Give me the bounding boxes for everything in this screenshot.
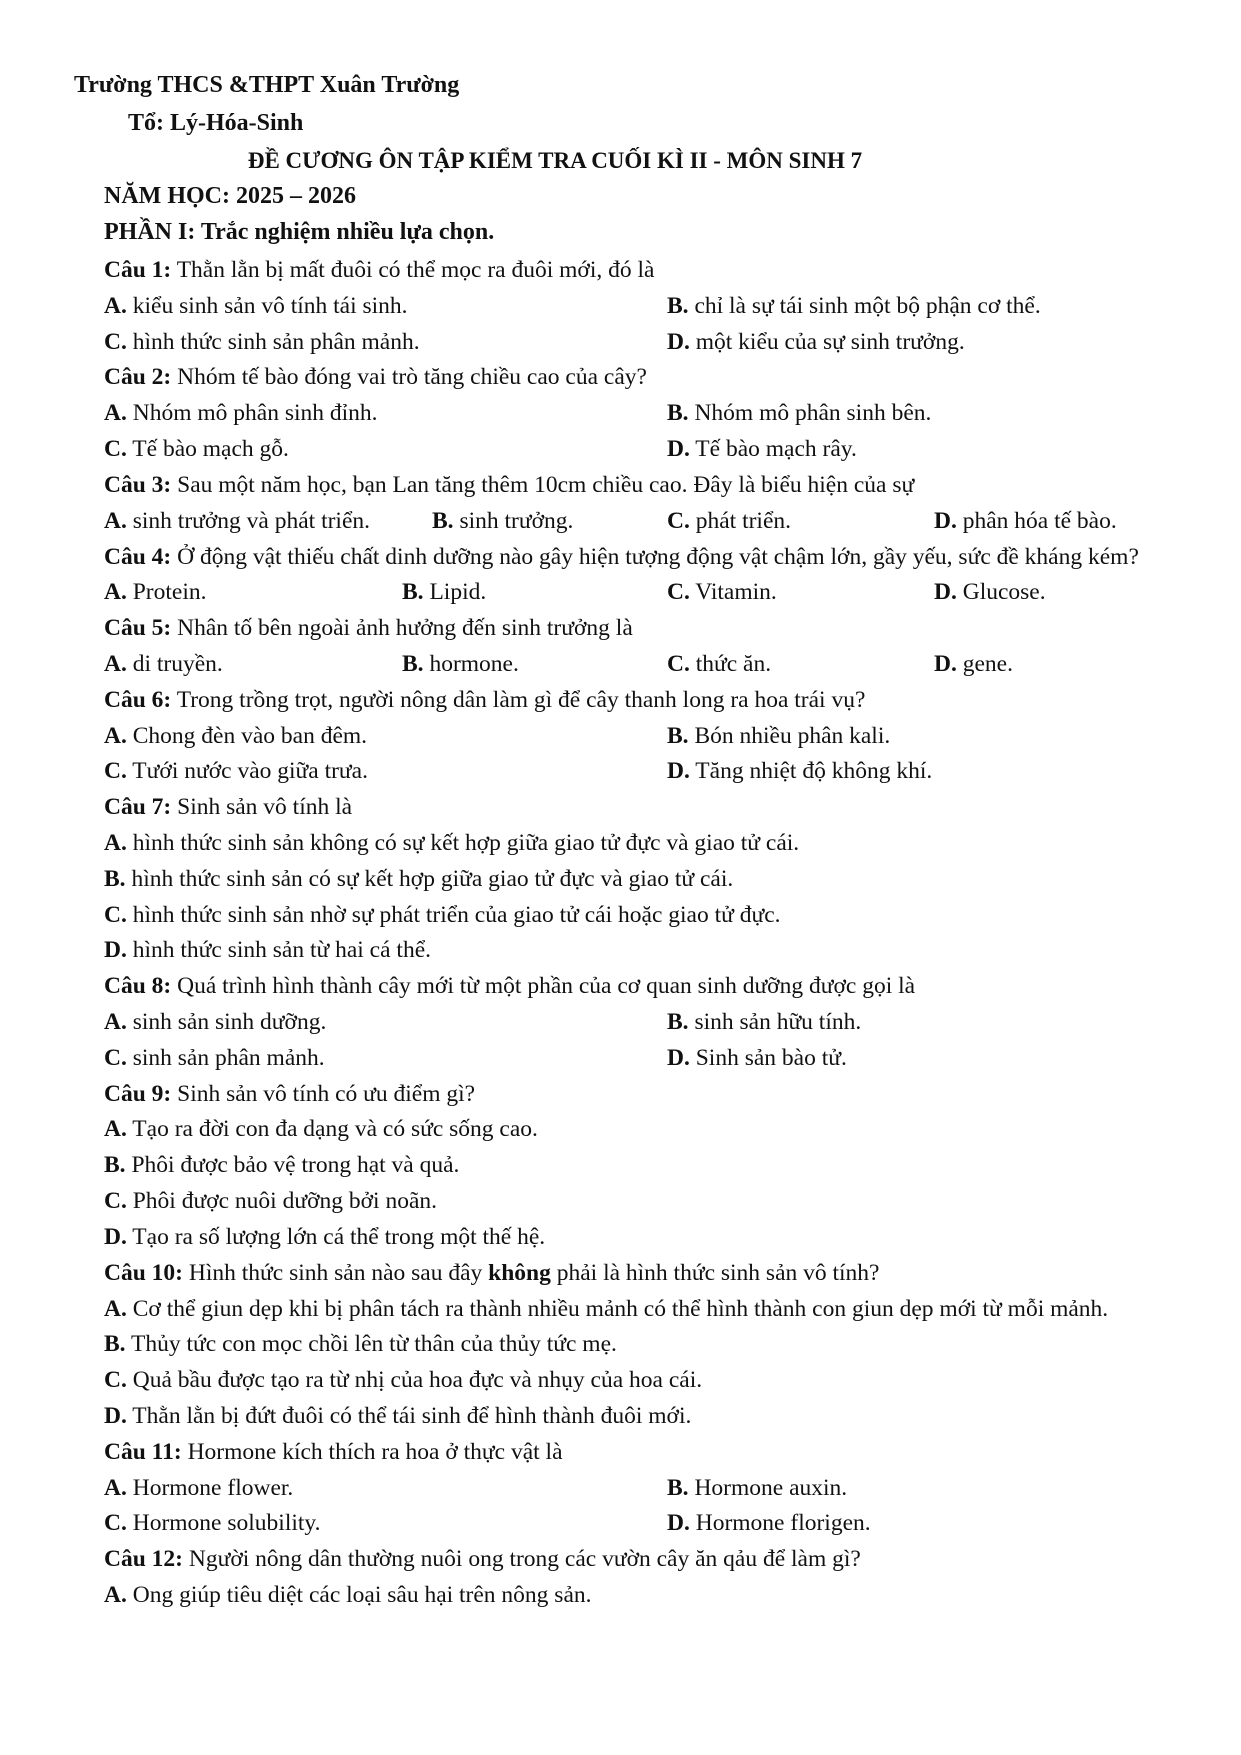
option-text: Nhóm mô phân sinh đỉnh. [126,400,378,427]
option-letter: A. [104,292,127,319]
option-letter: D. [667,1044,690,1071]
option-a[interactable] [104,504,370,540]
option-d[interactable] [667,325,965,361]
option-letter: D. [667,1510,690,1537]
question-6 [104,683,1189,790]
school-year: NĂM HỌC: 2025 – 2026 [104,183,356,209]
option-row [104,289,1189,325]
question-5 [104,611,1189,683]
option-text: Ong giúp tiêu diệt các loại sâu hại trên nông sản. [126,1581,592,1608]
option-letter: D. [667,328,690,355]
option-letter: C. [104,1367,127,1394]
option-text: Vitamin. [689,579,777,606]
option-text: hình thức sinh sản nhờ sự phát triển của giao tử cái hoặc giao tử đực. [126,901,781,928]
option-text: sinh trưởng. [453,507,574,534]
option-text: sinh sản phân mảnh. [126,1044,325,1071]
option-row [104,396,1189,432]
option-letter: B. [667,722,689,749]
option-a[interactable] [104,647,223,683]
option-letter: C. [667,650,690,677]
option-letter: B. [402,579,424,606]
question-stem [104,468,1189,504]
question-8 [104,969,1189,1076]
option-text: kiểu sinh sản vô tính tái sinh. [126,292,408,319]
option-row [104,432,1189,468]
option-c[interactable] [104,432,289,468]
option-letter: A. [104,829,127,856]
option-letter: A. [104,650,127,677]
option-c[interactable] [104,1184,1189,1220]
option-b[interactable] [667,289,1041,325]
question-label: Câu 5: [104,615,172,642]
question-stem [104,790,1189,826]
option-a[interactable] [104,1578,1189,1614]
question-12 [104,1542,1189,1614]
option-a[interactable] [104,1291,1189,1327]
option-b[interactable] [432,504,573,540]
option-row [104,1506,1189,1542]
question-text: Nhân tố bên ngoài ảnh hưởng đến sinh trưởng là [171,615,633,642]
department-name: Tổ: Lý-Hóa-Sinh [128,110,304,136]
option-letter: C. [667,507,690,534]
option-letter: B. [667,292,689,319]
option-row [104,719,1189,755]
option-text: phân hóa tế bào. [956,507,1117,534]
option-letter: C. [104,1510,127,1537]
option-text: Tế bào mạch rây. [689,435,857,462]
option-letter: A. [104,1581,127,1608]
option-letter: C. [104,435,127,462]
option-c[interactable] [104,754,368,790]
option-d[interactable] [934,504,1117,540]
option-letter: B. [667,1008,689,1035]
option-letter: D. [934,650,957,677]
option-text: Hormone auxin. [688,1474,848,1501]
option-text: Protein. [126,579,207,606]
option-d[interactable] [934,575,1046,611]
question-7 [104,790,1189,969]
question-emphasis: không [488,1259,551,1286]
question-text: Trong trồng trọt, người nông dân làm gì để cây thanh long ra hoa trái vụ? [171,686,866,713]
question-stem [104,611,1189,647]
option-letter: A. [104,507,127,534]
school-name: Trường THCS &THPT Xuân Trường [74,72,460,98]
question-label: Câu 3: [104,471,172,498]
option-letter: D. [934,507,957,534]
question-label: Câu 7: [104,794,172,821]
option-d[interactable] [667,1041,847,1077]
option-text: Glucose. [956,579,1046,606]
question-text: Quá trình hình thành cây mới từ một phần của cơ quan sinh dưỡng được gọi là [171,973,916,1000]
question-label: Câu 8: [104,973,172,1000]
option-text: Cơ thể giun dẹp khi bị phân tách ra thành nhiều mảnh có thể hình thành con giun dẹp mới từ mỗi mảnh. [126,1296,1109,1323]
question-stem [104,1435,1189,1471]
option-text: sinh sản sinh dưỡng. [126,1008,327,1035]
option-b[interactable] [402,647,519,683]
option-letter: D. [104,1402,127,1429]
option-letter: C. [104,1187,127,1214]
option-b[interactable] [104,1327,1189,1363]
question-label: Câu 2: [104,364,172,391]
option-text: hình thức sinh sản phân mảnh. [126,328,420,355]
option-text: Lipid. [423,579,487,606]
question-text: Hình thức sinh sản nào sau đây [183,1259,489,1286]
option-letter: A. [104,1474,127,1501]
option-text: Sinh sản bào tử. [689,1044,847,1071]
option-row [104,647,1189,683]
option-a[interactable] [104,575,207,611]
option-text: phát triển. [689,507,792,534]
question-stem [104,1256,1189,1292]
option-b[interactable] [667,1471,847,1507]
option-a[interactable] [104,1005,326,1041]
option-b[interactable] [667,719,890,755]
option-text: Tưới nước vào giữa trưa. [126,758,368,785]
option-d[interactable] [667,754,932,790]
option-letter: B. [104,1331,126,1358]
option-c[interactable] [667,575,777,611]
question-stem [104,683,1189,719]
question-label: Câu 1: [104,257,172,283]
option-text: Hormone flower. [126,1474,294,1501]
question-text: Nhóm tế bào đóng vai trò tăng chiều cao của cây? [171,364,647,391]
option-d[interactable] [104,1399,1189,1435]
option-letter: C. [104,328,127,355]
option-text: sinh trưởng và phát triển. [126,507,371,534]
option-letter: C. [104,901,127,928]
question-label: Câu 10: [104,1259,183,1286]
option-b[interactable] [104,862,1189,898]
option-c[interactable] [104,1041,325,1077]
question-stem [104,969,1189,1005]
option-letter: D. [667,758,690,785]
question-text: Sinh sản vô tính có ưu điểm gì? [171,1080,476,1107]
document-title: ĐỀ CƯƠNG ÔN TẬP KIỂM TRA CUỐI KÌ II - MÔN SINH 7 [247,148,863,173]
option-letter: B. [402,650,424,677]
question-stem [104,539,1189,575]
question-stem [104,253,1189,289]
option-row [104,325,1189,361]
option-text: Nhóm mô phân sinh bên. [688,400,932,427]
option-text: Tăng nhiệt độ không khí. [689,758,933,785]
question-10 [104,1256,1189,1435]
question-2 [104,360,1189,467]
option-letter: B. [667,1474,689,1501]
option-text: di truyền. [126,650,223,677]
option-d[interactable] [934,647,1013,683]
question-text: Hormone kích thích ra hoa ở thực vật là [181,1438,563,1465]
option-letter: B. [104,865,126,892]
option-letter: D. [104,937,127,964]
option-c[interactable] [667,504,791,540]
question-label: Câu 11: [104,1438,182,1465]
question-4 [104,539,1189,611]
option-d[interactable] [667,432,857,468]
option-letter: A. [104,579,127,606]
option-letter: A. [104,1296,127,1323]
option-text: gene. [956,650,1013,677]
question-label: Câu 9: [104,1080,172,1107]
option-a[interactable] [104,826,1189,862]
option-letter: C. [104,1044,127,1071]
option-text: Tạo ra số lượng lớn cá thể trong một thế hệ. [126,1223,546,1250]
option-text: Quả bầu được tạo ra từ nhị của hoa đực và nhụy của hoa cái. [126,1367,703,1394]
option-text: chỉ là sự tái sinh một bộ phận cơ thể. [688,292,1041,319]
option-letter: D. [667,435,690,462]
option-d[interactable] [104,1220,1189,1256]
question-stem [104,1077,1189,1113]
option-text: Tế bào mạch gỗ. [126,435,289,462]
option-letter: C. [104,758,127,785]
option-letter: A. [104,1008,127,1035]
option-letter: D. [934,579,957,606]
question-text: Sinh sản vô tính là [171,794,353,821]
option-c[interactable] [104,1506,321,1542]
option-text: Hormone solubility. [126,1510,321,1537]
question-text: Người nông dân thường nuôi ong trong các vườn cây ăn qảu để làm gì? [183,1546,861,1573]
part-heading: PHẦN I: Trắc nghiệm nhiều lựa chọn. [104,219,495,245]
option-text: Tạo ra đời con đa dạng và có sức sống cao. [126,1116,538,1143]
option-c[interactable] [104,325,420,361]
option-letter: A. [104,1116,127,1143]
option-b[interactable] [667,1005,861,1041]
option-d[interactable] [667,1506,871,1542]
option-text: một kiểu của sự sinh trưởng. [689,328,965,355]
option-text: Thằn lằn bị đứt đuôi có thể tái sinh để hình thành đuôi mới. [126,1402,692,1429]
option-c[interactable] [667,647,771,683]
option-row [104,754,1189,790]
option-row [104,504,1189,540]
option-letter: C. [667,579,690,606]
option-row [104,1471,1189,1507]
option-b[interactable] [402,575,486,611]
option-c[interactable] [104,898,1189,934]
question-text: Ở động vật thiếu chất dinh dưỡng nào gây hiện tượng động vật chậm lớn, gầy yếu, sức đề kháng kém? [171,544,1139,571]
question-label: Câu 12: [104,1546,183,1573]
question-text: Sau một năm học, bạn Lan tăng thêm 10cm chiều cao. Đây là biểu hiện của sự [171,471,915,498]
option-row [104,1005,1189,1041]
option-letter: B. [667,400,689,427]
option-text: Phôi được nuôi dưỡng bởi noãn. [126,1187,438,1214]
question-9 [104,1077,1189,1256]
option-text: Phôi được bảo vệ trong hạt và quả. [125,1152,460,1179]
question-list [104,253,1189,1614]
question-stem [104,360,1189,396]
question-text: phải là hình thức sinh sản vô tính? [550,1259,880,1286]
option-c[interactable] [104,1363,1189,1399]
option-a[interactable] [104,289,408,325]
option-text: hình thức sinh sản từ hai cá thể. [126,937,432,964]
option-text: Hormone florigen. [689,1510,871,1537]
option-row [104,575,1189,611]
option-text: hình thức sinh sản có sự kết hợp giữa giao tử đực và giao tử cái. [125,865,734,892]
option-text: thức ăn. [689,650,772,677]
option-text: hormone. [423,650,519,677]
option-letter: B. [104,1152,126,1179]
option-text: sinh sản hữu tính. [688,1008,862,1035]
option-text: Bón nhiều phân kali. [688,722,891,749]
option-b[interactable] [104,1148,1189,1184]
option-a[interactable] [104,719,367,755]
question-3 [104,468,1189,540]
option-text: Chong đèn vào ban đêm. [126,722,368,749]
option-letter: B. [432,507,454,534]
option-text: Thủy tức con mọc chồi lên từ thân của thủy tức mẹ. [125,1331,617,1358]
option-d[interactable] [104,933,1189,969]
option-a[interactable] [104,396,378,432]
option-letter: A. [104,400,127,427]
option-row [104,1041,1189,1077]
question-stem [104,1542,1189,1578]
question-text: Thằn lằn bị mất đuôi có thể mọc ra đuôi mới, đó là [171,257,655,283]
option-text: hình thức sinh sản không có sự kết hợp giữa giao tử đực và giao tử cái. [126,829,800,856]
question-label: Câu 6: [104,686,172,713]
question-11 [104,1435,1189,1542]
question-label: Câu 4: [104,544,172,571]
option-a[interactable] [104,1471,293,1507]
question-1 [104,253,1189,360]
option-b[interactable] [667,396,931,432]
option-letter: D. [104,1223,127,1250]
option-letter: A. [104,722,127,749]
option-a[interactable] [104,1112,1189,1148]
